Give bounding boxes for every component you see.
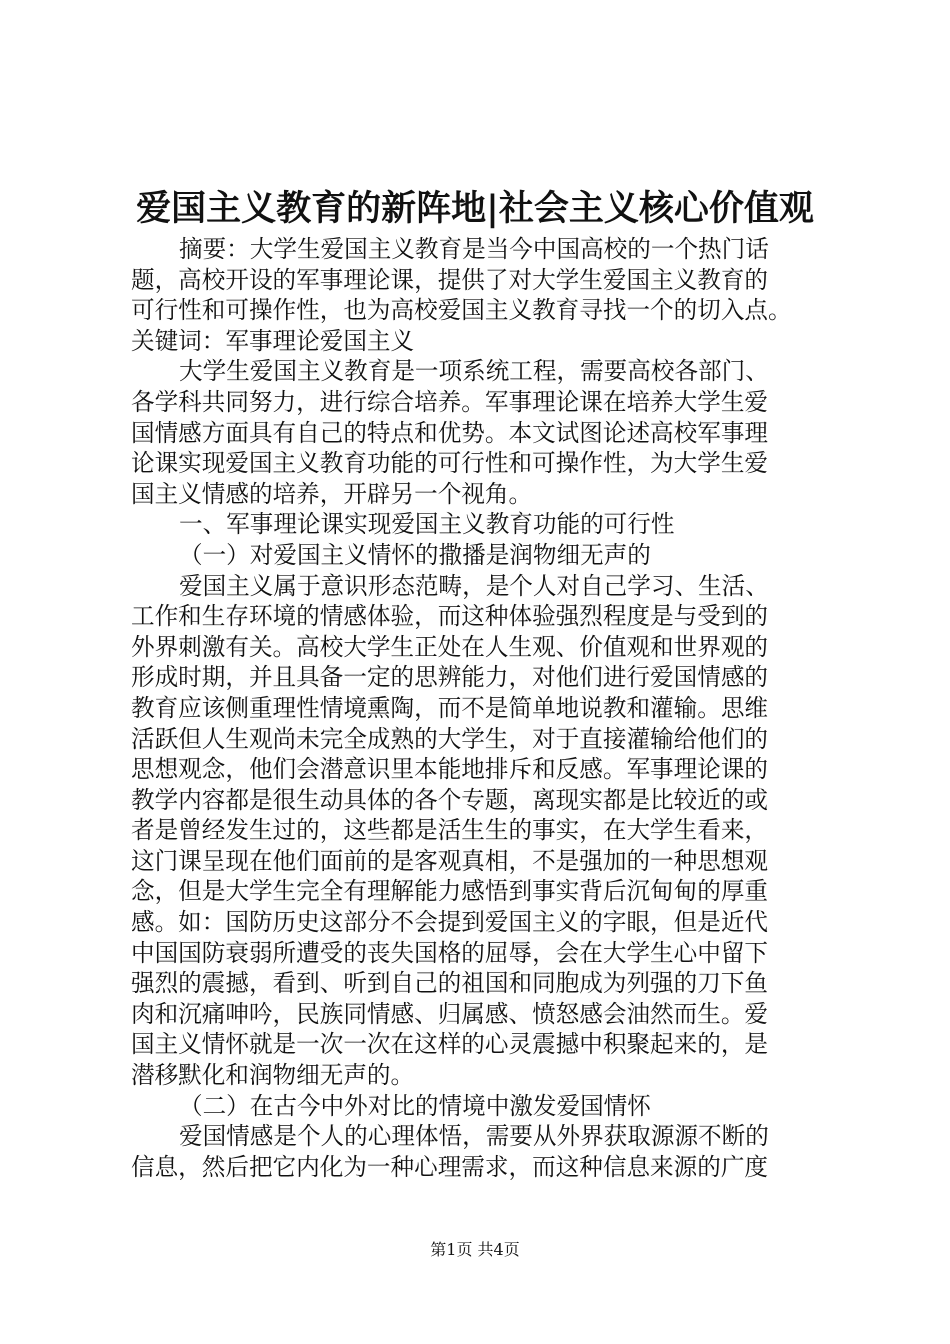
paragraph-line: 者是曾经发生过的，这些都是活生生的事实，在大学生看来， bbox=[131, 816, 769, 845]
section-heading: 一、军事理论课实现爱国主义教育功能的可行性 bbox=[179, 510, 675, 539]
paragraph-line: 各学科共同努力，进行综合培养。军事理论课在培养大学生爱 bbox=[131, 387, 769, 416]
paragraph-line: 爱国情感是个人的心理体悟，需要从外界获取源源不断的 bbox=[179, 1122, 769, 1151]
abstract-line: 摘要：大学生爱国主义教育是当今中国高校的一个热门话 bbox=[179, 235, 769, 263]
paragraph-line: 活跃但人生观尚未完全成熟的大学生，对于直接灌输给他们的 bbox=[131, 724, 769, 753]
paragraph-line: 肉和沉痛呻吟，民族同情感、归属感、愤怒感会油然而生。爱 bbox=[131, 999, 769, 1028]
subsection-heading: （一）对爱国主义情怀的撒播是润物细无声的 bbox=[179, 540, 651, 569]
keywords-line: 关键词：军事理论爱国主义 bbox=[131, 326, 415, 355]
paragraph-line: 这门课呈现在他们面前的是客观真相，不是强加的一种思想观 bbox=[131, 846, 769, 875]
paragraph-line: 思想观念，他们会潜意识里本能地排斥和反感。军事理论课的 bbox=[131, 755, 769, 784]
page-footer: 第1页 共4页 bbox=[430, 1240, 520, 1259]
paragraph-line: 强烈的震撼，看到、听到自己的祖国和同胞成为列强的刀下鱼 bbox=[131, 969, 769, 998]
document-title: 爱国主义教育的新阵地|社会主义核心价值观 bbox=[136, 188, 814, 229]
paragraph-line: 工作和生存环境的情感体验，而这种体验强烈程度是与受到的 bbox=[131, 602, 769, 631]
paragraph-line: 教学内容都是很生动具体的各个专题，离现实都是比较近的或 bbox=[131, 785, 769, 814]
paragraph-line: 感。如：国防历史这部分不会提到爱国主义的字眼，但是近代 bbox=[131, 908, 769, 937]
paragraph-line: 爱国主义属于意识形态范畴，是个人对自己学习、生活、 bbox=[179, 571, 769, 600]
paragraph-line: 形成时期，并且具备一定的思辨能力，对他们进行爱国情感的 bbox=[131, 663, 769, 692]
paragraph-line: 论课实现爱国主义教育功能的可行性和可操作性，为大学生爱 bbox=[131, 449, 769, 478]
paragraph-line: 大学生爱国主义教育是一项系统工程，需要高校各部门、 bbox=[179, 357, 769, 386]
paragraph-line: 中国国防衰弱所遭受的丧失国格的屈辱，会在大学生心中留下 bbox=[131, 938, 769, 967]
document-body bbox=[131, 234, 851, 1182]
abstract-line: 题，高校开设的军事理论课，提供了对大学生爱国主义教育的 bbox=[131, 265, 769, 294]
subsection-heading: （二）在古今中外对比的情境中激发爱国情怀 bbox=[179, 1091, 651, 1120]
paragraph-line: 国情感方面具有自己的特点和优势。本文试图论述高校军事理 bbox=[131, 418, 769, 447]
paragraph-line: 念，但是大学生完全有理解能力感悟到事实背后沉甸甸的厚重 bbox=[131, 877, 769, 906]
paragraph-line: 潜移默化和润物细无声的。 bbox=[131, 1061, 415, 1090]
paragraph-line: 信息，然后把它内化为一种心理需求，而这种信息来源的广度 bbox=[131, 1152, 769, 1181]
abstract-line: 可行性和可操作性，也为高校爱国主义教育寻找一个的切入点。 bbox=[131, 296, 792, 325]
paragraph-line: 教育应该侧重理性情境熏陶，而不是简单地说教和灌输。思维 bbox=[131, 693, 769, 722]
paragraph-line: 国主义情感的培养，开辟另一个视角。 bbox=[131, 479, 533, 508]
paragraph-line: 国主义情怀就是一次一次在这样的心灵震撼中积聚起来的，是 bbox=[131, 1030, 769, 1059]
paragraph-line: 外界刺激有关。高校大学生正处在人生观、价值观和世界观的 bbox=[131, 632, 769, 661]
